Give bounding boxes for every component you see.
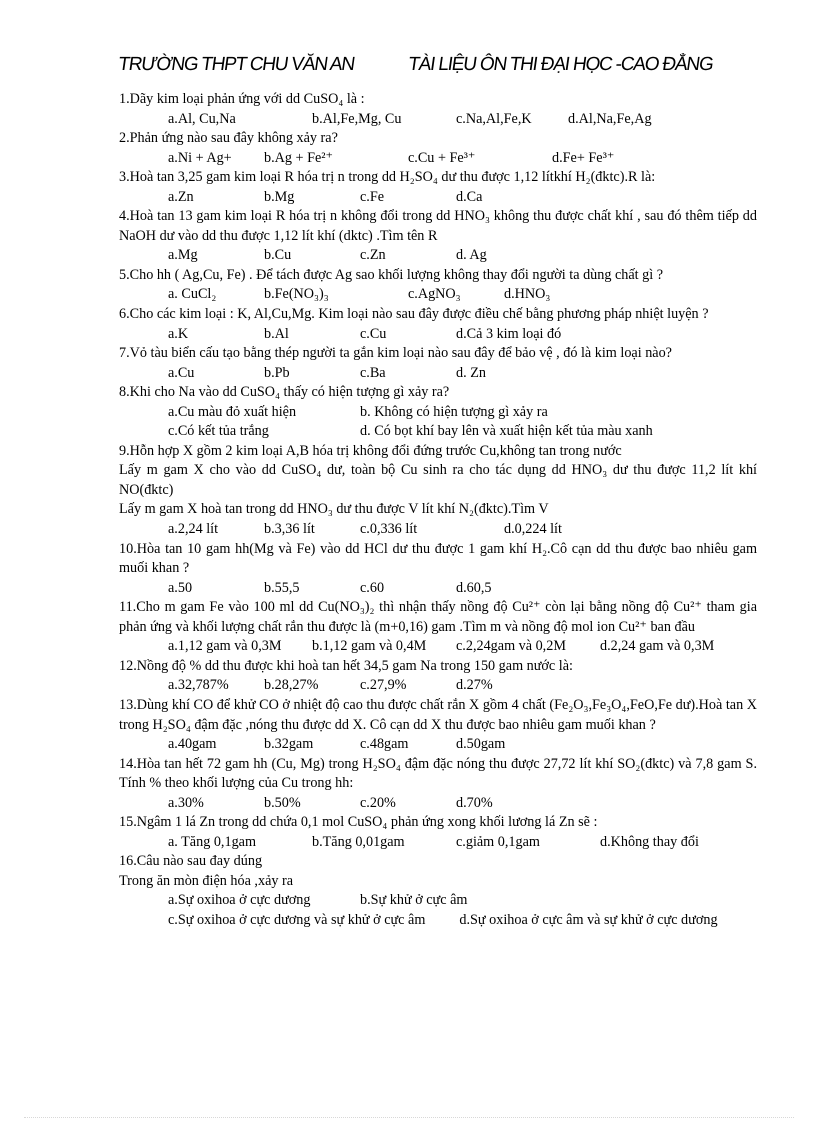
option-c: c.AgNO₃ <box>408 286 461 303</box>
option-b: b.28,27% <box>264 677 319 694</box>
page-header <box>116 54 760 80</box>
question-14-options <box>168 794 757 814</box>
document-title: TÀI LIỆU ÔN THI ĐẠI HỌC -CAO ĐẲNG <box>406 54 715 75</box>
option-c: c.0,336 lít <box>360 521 418 538</box>
option-b: b.Tăng 0,01gam <box>312 833 405 850</box>
option-d: d.2,24 gam và 0,3M <box>600 638 715 655</box>
option-a: a.2,24 lít <box>168 521 219 538</box>
question-9-part-3: Lấy m gam X hoà tan trong dd HNO₃ dư thu được V lít khí N₂(đktc).Tìm V <box>119 501 549 518</box>
option-c: c.Na,Al,Fe,K <box>456 110 532 127</box>
question-9-part-2: Lấy m gam X cho vào dd CuSO₄ dư, toàn bộ Cu sinh ra cho tác dụng dd HNO₃ dư thu được 11,2 lít khí NO(đktc) <box>119 462 757 498</box>
option-c: c.48gam <box>360 736 409 753</box>
option-b: b.3,36 lít <box>264 521 315 538</box>
question-15: 15.Ngâm 1 lá Zn trong dd chứa 0,1 mol CuSO₄ phản ứng xong khối lương lá Zn sẽ : <box>119 814 598 831</box>
option-b: b.Ag + Fe²⁺ <box>264 149 334 166</box>
option-a: a.Mg <box>168 247 198 264</box>
option-d: d.Sự oxihoa ở cực âm và sự khử ở cực dương <box>459 911 718 928</box>
option-c: c.Sự oxihoa ở cực dương và sự khử ở cực âm <box>168 911 426 928</box>
option-b: b.32gam <box>264 736 314 753</box>
option-d: d. Ag <box>456 247 487 264</box>
question-16-options-ab <box>168 891 757 911</box>
option-d: d.Fe+ Fe³⁺ <box>552 149 615 166</box>
option-d: d.Al,Na,Fe,Ag <box>568 110 652 127</box>
option-c: c.giảm 0,1gam <box>456 833 540 850</box>
option-a: a. CuCl₂ <box>168 286 217 303</box>
question-15-options <box>168 833 757 853</box>
option-c: c.60 <box>360 579 385 596</box>
option-d: d.50gam <box>456 736 506 753</box>
question-9-options <box>168 520 757 540</box>
question-8-options-cd <box>168 422 757 442</box>
question-10: 10.Hòa tan 10 gam hh(Mg và Fe) vào dd HCl dư thu được 1 gam khí H₂.Cô cạn dd thu được bao nhiêu gam muối khan ? <box>119 540 757 577</box>
question-1-options <box>168 110 757 130</box>
option-a: a.Ni + Ag+ <box>168 149 232 166</box>
option-a: a.Sự oxihoa ở cực dương <box>168 892 311 909</box>
option-c: c.Zn <box>360 247 386 264</box>
option-c: c.27,9% <box>360 677 407 694</box>
question-3-options <box>168 188 757 208</box>
option-c: c.Fe <box>360 188 385 205</box>
option-c: c.Ba <box>360 364 386 381</box>
school-name: TRƯỜNG THPT CHU VĂN AN <box>116 54 356 75</box>
option-a: a.50 <box>168 579 193 596</box>
option-b: b.Sự khử ở cực âm <box>360 892 468 909</box>
option-d: d.27% <box>456 677 493 694</box>
question-12-options <box>168 676 757 696</box>
option-d: d. Có bọt khí bay lên và xuất hiện kết tủa màu xanh <box>360 423 653 440</box>
question-13-options <box>168 735 757 755</box>
option-d: d.HNO₃ <box>504 286 551 303</box>
option-d: d.70% <box>456 794 493 811</box>
option-c: c.Cu + Fe³⁺ <box>408 149 476 166</box>
option-a: a.Cu màu đỏ xuất hiện <box>168 403 297 420</box>
option-c: c.Cu <box>360 325 387 342</box>
option-a: a.30% <box>168 794 204 811</box>
question-12: 12.Nồng độ % dd thu được khi hoà tan hết 34,5 gam Na trong 150 gam nước là: <box>119 657 573 674</box>
option-b: b.1,12 gam và 0,4M <box>312 638 427 655</box>
question-3: 3.Hoà tan 3,25 gam kim loại R hóa trị n trong dd H₂SO₄ dư thu được 1,12 lítkhí H₂(đktc).R là: <box>119 169 656 186</box>
question-16-part-2: Trong ăn mòn điện hóa ,xảy ra <box>119 872 294 889</box>
question-8: 8.Khi cho Na vào dd CuSO₄ thấy có hiện tượng gì xảy ra? <box>119 384 450 401</box>
question-5-options <box>168 285 757 305</box>
option-a: a.1,12 gam và 0,3M <box>168 638 282 655</box>
question-14: 14.Hòa tan hết 72 gam hh (Cu, Mg) trong H₂SO₄ đậm đặc nóng thu được 27,72 lít khí SO₂(đktc) và 7,8 gam S. Tính % theo khối lượng của Cu trong hh: <box>119 755 757 792</box>
question-1: 1.Dãy kim loại phản ứng với dd CuSO₄ là : <box>119 91 365 107</box>
question-5: 5.Cho hh ( Ag,Cu, Fe) . Để tách được Ag sao khối lượng không thay đổi người ta dùng chất gì ? <box>119 266 664 283</box>
question-9: 9.Hỗn hợp X gồm 2 kim loại A,B hóa trị không đổi đứng trước Cu,không tan trong nước <box>119 442 622 459</box>
option-b: b.55,5 <box>264 579 300 596</box>
question-10-options <box>168 579 757 599</box>
option-b: b.Al,Fe,Mg, Cu <box>312 110 402 127</box>
question-list <box>119 90 757 931</box>
question-11: 11.Cho m gam Fe vào 100 ml dd Cu(NO₃)₂ thì nhận thấy nồng độ Cu²⁺ còn lại bằng nồng độ Cu²⁺ tham gia phản ứng và khối lượng chất rắn thu được là (m+0,16) gam .Tìm m và nồng độ mol ion Cu²⁺ ban đầu <box>119 599 757 635</box>
question-7-options <box>168 364 757 384</box>
option-b: b.Mg <box>264 188 295 205</box>
option-b: b.50% <box>264 794 301 811</box>
option-a: a.Zn <box>168 188 194 205</box>
question-4: 4.Hoà tan 13 gam kim loại R hóa trị n không đổi trong dd HNO₃ không thu được chất khí , sau đó thêm tiếp dd NaOH dư vào dd thu được 1,12 lít khí (dktc) .Tìm tên R <box>119 208 757 244</box>
question-4-options <box>168 246 757 266</box>
question-2-options <box>168 149 757 169</box>
option-d: d. Zn <box>456 364 486 381</box>
option-d: d.Ca <box>456 188 483 205</box>
option-a: a.K <box>168 325 189 342</box>
question-16-options-cd <box>119 911 757 931</box>
question-8-options-ab <box>168 403 757 423</box>
question-16: 16.Câu nào sau đay dúng <box>119 853 263 870</box>
option-b: b. Không có hiện tượng gì xảy ra <box>360 403 548 420</box>
question-11-options <box>168 637 757 657</box>
option-b: b.Al <box>264 325 289 342</box>
question-6-options <box>168 325 757 345</box>
option-c: c.20% <box>360 794 396 811</box>
page-footer-divider <box>24 1117 794 1118</box>
option-a: a.Al, Cu,Na <box>168 110 236 127</box>
question-6: 6.Cho các kim loại : K, Al,Cu,Mg. Kim loại nào sau đây được điều chế bằng phương pháp nhiệt luyện ? <box>119 306 709 323</box>
question-2: 2.Phản ứng nào sau đây không xảy ra? <box>119 130 338 147</box>
option-c: c.Có kết tủa trắng <box>168 423 269 440</box>
option-c: c.2,24gam và 0,2M <box>456 638 566 655</box>
option-a: a.32,787% <box>168 677 229 694</box>
option-d: d.60,5 <box>456 579 492 596</box>
option-d: d.Không thay đổi <box>600 833 699 850</box>
option-b: b.Cu <box>264 247 292 264</box>
option-b: b.Pb <box>264 364 290 381</box>
option-b: b.Fe(NO₃)₃ <box>264 286 329 303</box>
question-7: 7.Vỏ tàu biển cấu tạo bằng thép người ta gắn kim loại nào sau đây để bảo vệ , đó là kim loại nào? <box>119 345 672 362</box>
option-d: d.Cả 3 kim loại đó <box>456 325 562 342</box>
option-a: a.40gam <box>168 736 217 753</box>
option-d: d.0,224 lít <box>504 521 562 538</box>
option-a: a.Cu <box>168 364 195 381</box>
option-a: a. Tăng 0,1gam <box>168 833 256 850</box>
question-13: 13.Dùng khí CO để khử CO ở nhiệt độ cao thu được chất rắn X gồm 4 chất (Fe₂O₃,Fe₃O₄,FeO,Fe dư).Hoà tan X trong H₂SO₄ đậm đặc ,nóng thu được dd X. Cô cạn dd X thu được bao nhiêu gam muối khan ? <box>119 696 757 733</box>
